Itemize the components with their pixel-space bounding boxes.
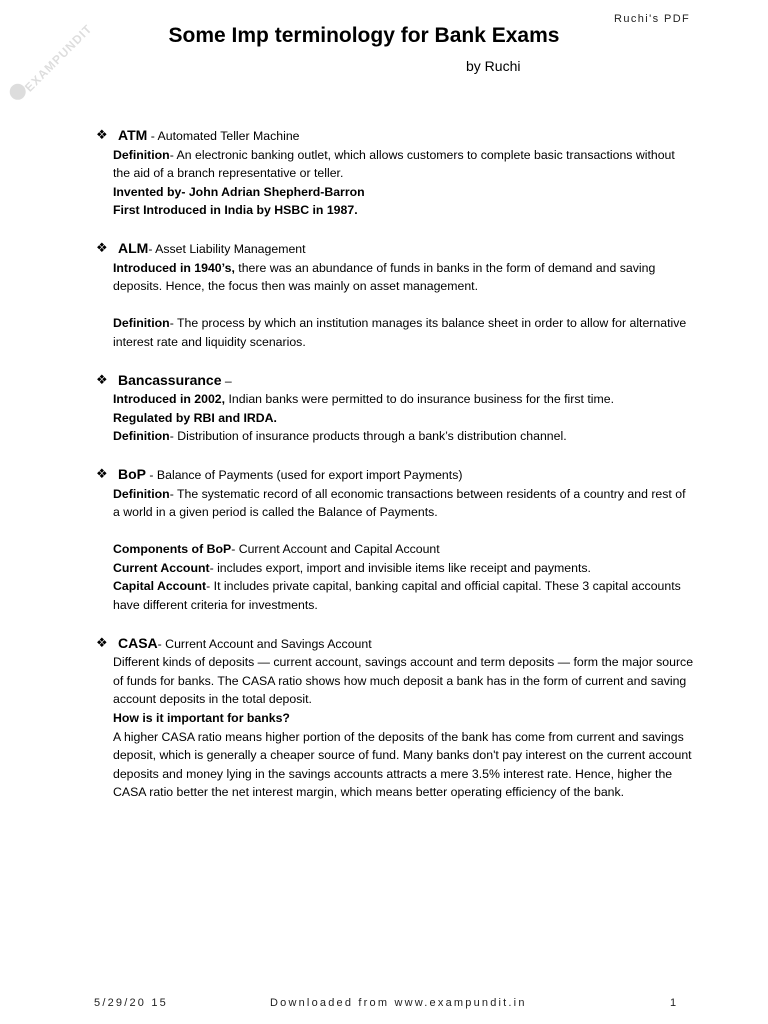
term-alm <box>94 239 694 352</box>
definition-label: Definition <box>113 147 170 162</box>
casa-answer-paragraph: A higher CASA ratio means higher portion of the deposits of the bank has come from current and savings deposit, which is generally a cheaper source of fund. Many banks don't pay interest on the current account deposits and money lying in the savings accounts attracts a mere 3.5% interest rate. Hence, higher the CASA ratio better the net interest margin, which means better operating efficiency of the bank. <box>113 729 692 800</box>
introduced-text: there was an abundance of funds in banks in the form of demand and saving deposits. Hence, the focus then was mainly on asset management. <box>113 260 656 294</box>
term-expansion: - Asset Liability Management <box>148 241 306 256</box>
term-heading <box>94 634 694 654</box>
definition-line <box>113 314 694 351</box>
header-source-label: Ruchi's PDF <box>614 13 691 25</box>
definition-label: Definition <box>113 486 170 501</box>
definition-text: - The process by which an institution manages its balance sheet in order to allow for alternative interest rate and liquidity scenarios. <box>113 316 687 349</box>
components-line <box>113 540 694 559</box>
definition-label: Definition <box>113 316 170 331</box>
components-text: - Current Account and Capital Account <box>231 542 440 557</box>
page-title: Some Imp terminology for Bank Exams <box>168 24 560 47</box>
term-heading <box>94 126 694 146</box>
term-heading <box>94 371 694 391</box>
term-bancassurance <box>94 371 694 446</box>
term-name: Bancassurance <box>118 371 222 388</box>
definition-text: - Distribution of insurance products through a bank’s distribution channel. <box>169 429 567 444</box>
terms-list <box>94 126 694 821</box>
capital-account-line <box>113 577 694 614</box>
diamond-bullet-icon: ❖ <box>96 127 108 142</box>
page-footer <box>0 997 768 1015</box>
term-name: ALM <box>118 239 149 256</box>
term-expansion: – <box>221 373 232 388</box>
introduced-label: Introduced in 2002, <box>113 392 226 407</box>
current-account-label: Current Account <box>113 560 210 575</box>
definition-line <box>113 146 694 183</box>
first-introduced-line: First Introduced in India by HSBC in 1987. <box>113 203 358 218</box>
term-expansion: - Current Account and Savings Account <box>157 636 372 651</box>
capital-account-text: - It includes private capital, banking capital and official capital. These 3 capital accounts have different criteria for investments. <box>113 579 681 613</box>
introduced-line <box>113 390 694 409</box>
invented-by-line: Invented by- John Adrian Shepherd-Barron <box>113 184 365 199</box>
footer-date: 5/29/20 15 <box>94 997 168 1009</box>
author-byline: by Ruchi <box>466 58 521 74</box>
definition-text: - The systematic record of all economic transactions between residents of a country and rest of a world in a given period is called the Balance of Payments. <box>113 486 686 520</box>
definition-line <box>113 485 694 522</box>
definition-line <box>113 427 694 446</box>
footer-download-link[interactable]: Downloaded from www.exampundit.in <box>270 997 527 1009</box>
term-atm <box>94 126 694 220</box>
term-name: CASA <box>118 634 158 651</box>
term-heading <box>94 239 694 259</box>
regulated-line: Regulated by RBI and IRDA. <box>113 410 277 425</box>
term-heading <box>94 465 694 485</box>
casa-question: How is it important for banks? <box>113 711 290 726</box>
term-expansion: - Automated Teller Machine <box>147 129 300 143</box>
term-casa <box>94 634 694 802</box>
components-label: Components of BoP <box>113 542 232 557</box>
introduced-label: Introduced in 1940’s, <box>113 260 235 275</box>
diamond-bullet-icon: ❖ <box>96 371 108 387</box>
definition-text: - An electronic banking outlet, which allows customers to complete basic transactions without the aid of a branch representative or teller. <box>113 147 675 181</box>
diamond-bullet-icon: ❖ <box>96 465 108 481</box>
introduced-line <box>113 259 694 296</box>
page-number: 1 <box>670 997 679 1009</box>
watermark-text: EXAMPUNDIT <box>21 21 96 95</box>
casa-paragraph: Different kinds of deposits — current account, savings account and term deposits — form the major source of funds for banks. The CASA ratio shows how much deposit a bank has in the form of current and saving account deposits in the total deposit. <box>113 655 694 707</box>
capital-account-label: Capital Account <box>113 579 207 594</box>
diamond-bullet-icon: ❖ <box>96 239 108 255</box>
term-name: BoP <box>118 465 146 482</box>
current-account-text: - includes export, import and invisible items like receipt and payments. <box>209 560 591 575</box>
term-expansion: - Balance of Payments (used for export import Payments) <box>146 467 463 482</box>
current-account-line <box>113 559 694 578</box>
definition-label: Definition <box>113 429 170 444</box>
introduced-text: Indian banks were permitted to do insurance business for the first time. <box>225 392 614 407</box>
term-bop <box>94 465 694 615</box>
term-name: ATM <box>118 127 148 143</box>
diamond-bullet-icon: ❖ <box>96 634 108 650</box>
